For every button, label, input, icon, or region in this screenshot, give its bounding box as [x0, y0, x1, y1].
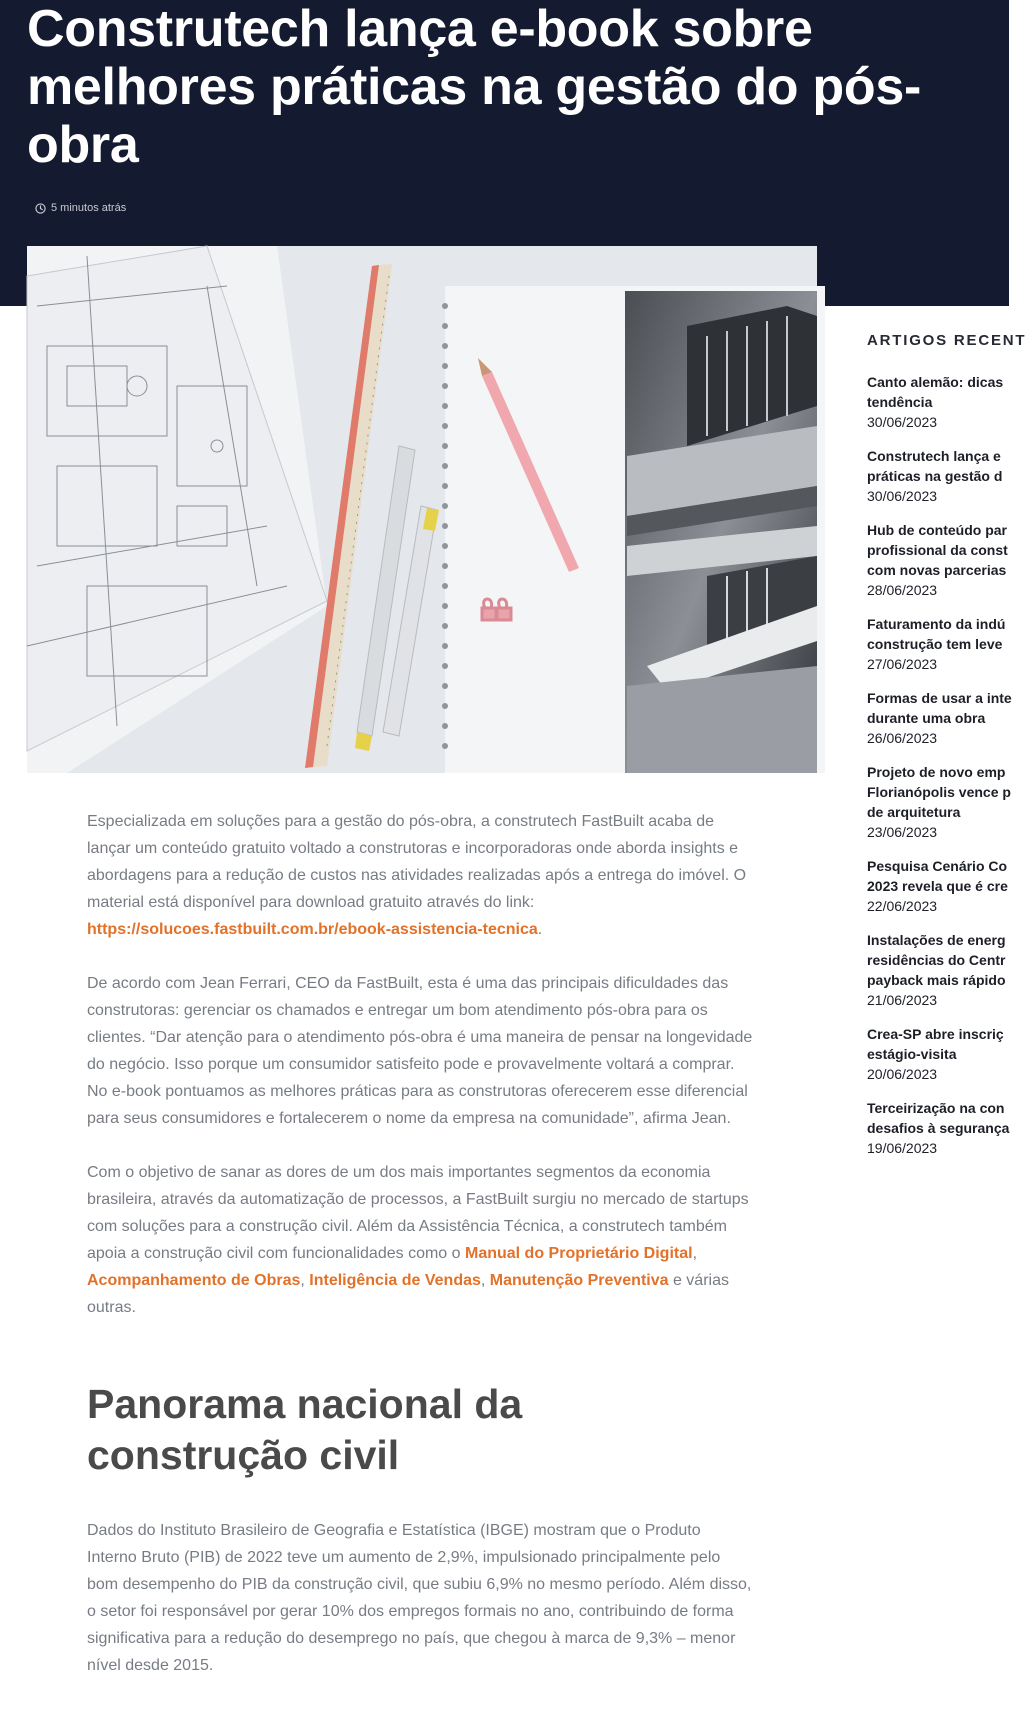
- featured-image: [27, 246, 817, 773]
- article-paragraph-3: Com o objetivo de sanar as dores de um dos mais importantes segmentos da economia brasileira, através da automatização de processos, a FastBuilt surgiu no mercado de startups com soluções para a construção civil. Além da Assistência Técnica, a construtech também apoia a construção civil com funcionalidades como o Manual do Proprietário Digital, Acompanhamento de Obras, Inteligência de Vendas, Manutenção Preventiva e várias outras.: [87, 1164, 749, 1316]
- article-title-line-1: Construtech lança e-book sobre: [27, 0, 813, 58]
- article-paragraph-4: Dados do Instituto Brasileiro de Geografia e Estatística (IBGE) mostram que o Produto Interno Bruto (PIB) de 2022 teve um aumento de 2,9%, impulsionado principalmente pelo bom desempenho do PIB da construção civil, que subiu 6,9% no mesmo período. Além disso, o setor foi responsável por gerar 10% dos empregos formais no ano, contribuindo de forma significativa para a redução do desemprego no país, que chegou à marca de 9,3% – menor nível desde 2015.: [87, 1522, 752, 1674]
- featured-image-art: [27, 246, 817, 773]
- recent-article-item: [867, 614, 1009, 674]
- recent-article-date: 28/06/2023: [867, 582, 938, 598]
- link-inteligencia-de-vendas[interactable]: Inteligência de Vendas: [309, 1272, 481, 1289]
- section-heading: Panorama nacional da construção civil: [87, 1381, 523, 1478]
- post-meta: [35, 200, 126, 216]
- recent-article-item: [867, 930, 1009, 1010]
- recent-article-item: [867, 372, 1009, 432]
- link-manual-do-proprietario[interactable]: Manual do Proprietário Digital: [464, 1245, 693, 1262]
- recent-article-title[interactable]: Projeto de novo emp Florianópolis vence p de arquitetura: [867, 764, 1011, 820]
- recent-article-date: 30/06/2023: [867, 414, 938, 430]
- recent-article-date: 21/06/2023: [867, 992, 938, 1008]
- recent-article-title[interactable]: Canto alemão: dicas tendência: [867, 374, 1004, 410]
- recent-article-item: [867, 446, 1009, 506]
- recent-article-item: [867, 1024, 1009, 1084]
- recent-article-title[interactable]: Construtech lança e práticas na gestão d: [867, 448, 1003, 484]
- clock-icon: [35, 203, 46, 214]
- link-manutencao-preventiva[interactable]: Manutenção Preventiva: [489, 1272, 669, 1289]
- recent-article-title[interactable]: Hub de conteúdo par profissional da const com novas parcerias: [867, 522, 1008, 578]
- ebook-link[interactable]: https://solucoes.fastbuilt.com.br/ebook-assistencia-tecnica: [87, 921, 538, 938]
- article-body: [87, 808, 753, 1706]
- article-paragraph-1: Especializada em soluções para a gestão do pós-obra, a construtech FastBuilt acaba de lançar um conteúdo gratuito voltado a construtoras e incorporadoras onde aborda insights e abordagens para a redução de custos nas atividades realizadas após a entrega do imóvel. O material está disponível para download gratuito através do link: https://solucoes.fastbuilt.com.br/ebook-assistencia-tecnica.: [87, 813, 747, 938]
- article-paragraph-2: De acordo com Jean Ferrari, CEO da FastBuilt, esta é uma das principais dificuldades das construtoras: gerenciar os chamados e entregar um bom atendimento pós-obra para os clientes. “Dar atenção para o atendimento pós-obra é uma maneira de pensar na longevidade do negócio. Isso porque um consumidor satisfeito pode e provavelmente voltará a comprar. No e-book pontuamos as melhores práticas para as construtoras oferecerem esse diferencial para seus consumidores e fortalecerem o nome da empresa na comunidade”, afirma Jean.: [87, 975, 753, 1127]
- recent-article-item: [867, 762, 1009, 842]
- recent-article-title[interactable]: Pesquisa Cenário Co 2023 revela que é cre: [867, 858, 1008, 894]
- recent-article-title[interactable]: Instalações de energ residências do Centr payback mais rápido: [867, 932, 1006, 988]
- sidebar-title: ARTIGOS RECENT: [867, 332, 1026, 349]
- article-title-line-3: obra: [27, 116, 139, 174]
- recent-article-title[interactable]: Crea-SP abre inscriç estágio-visita: [867, 1026, 1004, 1062]
- recent-article-date: 27/06/2023: [867, 656, 938, 672]
- recent-article-item: [867, 856, 1009, 916]
- recent-article-date: 20/06/2023: [867, 1066, 938, 1082]
- link-acompanhamento-de-obras[interactable]: Acompanhamento de Obras: [87, 1272, 301, 1289]
- recent-article-date: 19/06/2023: [867, 1140, 938, 1156]
- recent-article-item: [867, 520, 1009, 600]
- article-title-line-2: melhores práticas na gestão do pós-: [27, 58, 921, 116]
- architecture-drawings: [625, 291, 817, 773]
- recent-article-title[interactable]: Formas de usar a inte durante uma obra: [867, 690, 1012, 726]
- time-ago: 5 minutos atrás: [51, 202, 127, 214]
- recent-article-date: 23/06/2023: [867, 824, 938, 840]
- article-title: [27, 0, 987, 174]
- recent-article-date: 30/06/2023: [867, 488, 938, 504]
- recent-article-item: [867, 1098, 1009, 1158]
- recent-article-item: [867, 688, 1012, 748]
- recent-article-date: 26/06/2023: [867, 730, 938, 746]
- recent-article-title[interactable]: Faturamento da indú construção tem leve: [867, 616, 1006, 652]
- recent-article-date: 22/06/2023: [867, 898, 938, 914]
- recent-article-title[interactable]: Terceirização na con desafios à segurança: [867, 1100, 1010, 1136]
- recent-articles-sidebar: [867, 332, 1026, 1172]
